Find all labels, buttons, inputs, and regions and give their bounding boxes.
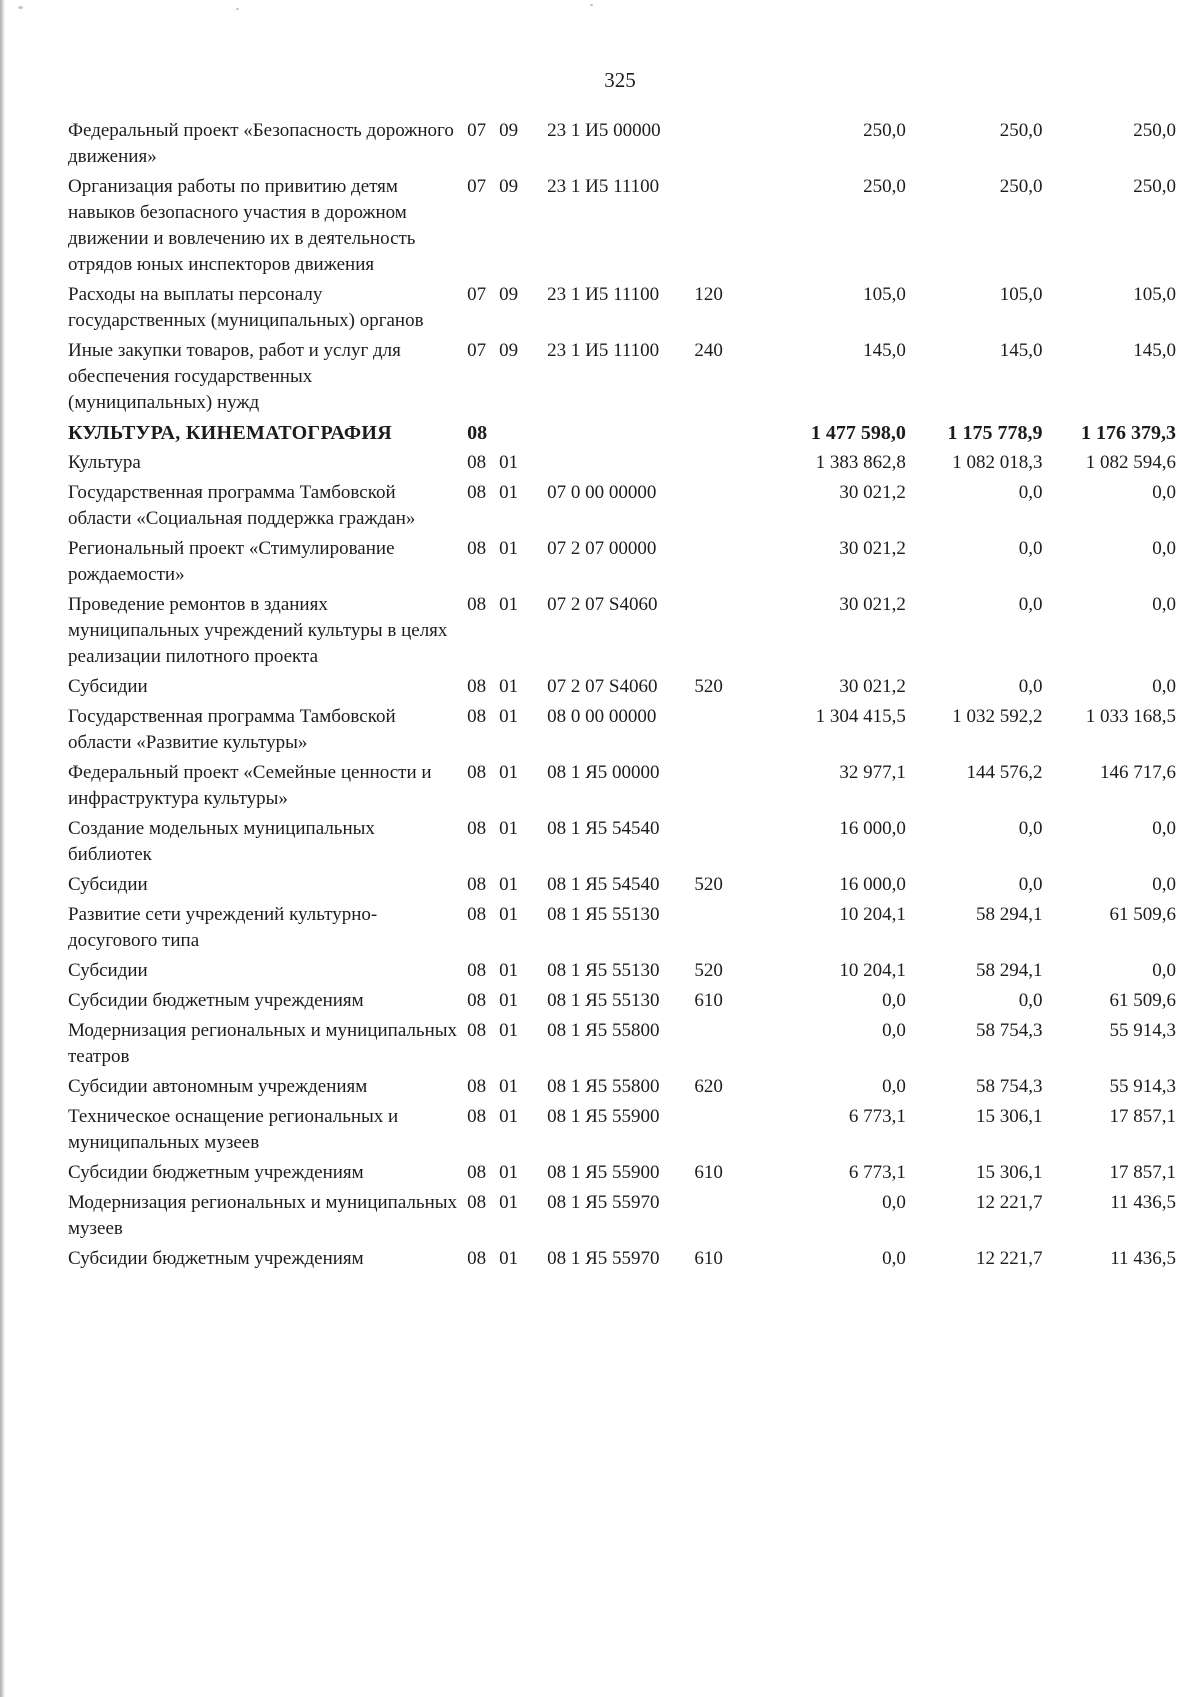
amount-year-1: 6 773,1 <box>848 1162 906 1183</box>
amount-year-3: 1 033 168,5 <box>1085 706 1176 727</box>
expense-type-code: 120 <box>694 284 723 305</box>
amount-year-2: 145,0 <box>999 340 1043 361</box>
target-article-code: 08 0 00 00000 <box>547 706 657 727</box>
amount-year-3: 0,0 <box>1152 960 1176 981</box>
expense-name: Субсидии бюджетным учреждениям <box>68 1248 364 1269</box>
target-article-code: 07 2 07 00000 <box>547 538 657 559</box>
expense-type-code <box>692 816 756 872</box>
expense-type-code <box>692 174 756 282</box>
section-code: 08 <box>467 676 487 697</box>
target-article-code: 23 1 И5 11100 <box>547 340 660 361</box>
expense-type-code: 520 <box>694 960 723 981</box>
expense-name: Государственная программа Тамбовской области «Социальная поддержка граждан» <box>68 482 416 529</box>
section-code: 08 <box>467 1162 487 1183</box>
table-row <box>68 760 1176 816</box>
section-code: 08 <box>467 990 487 1011</box>
section-code: 08 <box>467 960 487 981</box>
target-article-code: 08 1 Я5 55900 <box>547 1162 660 1183</box>
amount-year-3: 11 436,5 <box>1110 1192 1176 1213</box>
amount-year-3: 61 509,6 <box>1109 904 1176 925</box>
scan-speck <box>18 6 23 9</box>
amount-year-1: 1 477 598,0 <box>810 422 906 444</box>
table-row <box>68 536 1176 592</box>
expense-name: Региональный проект «Стимулирование рождаемости» <box>68 538 395 585</box>
section-code: 08 <box>467 1248 487 1269</box>
amount-year-1: 16 000,0 <box>839 874 906 895</box>
target-article-code: 08 1 Я5 54540 <box>547 818 660 839</box>
amount-year-1: 30 021,2 <box>839 482 906 503</box>
target-article-code: 23 1 И5 00000 <box>547 120 661 141</box>
expense-type-code <box>692 760 756 816</box>
expense-type-code <box>692 118 756 174</box>
target-article-code: 08 1 Я5 55800 <box>547 1076 660 1097</box>
table-row <box>68 450 1176 480</box>
target-article-code: 23 1 И5 11100 <box>547 176 660 197</box>
expense-name: Модернизация региональных и муниципальных музеев <box>68 1192 458 1239</box>
subsection-code: 01 <box>499 1248 519 1269</box>
section-code: 08 <box>467 594 487 615</box>
expense-type-code: 240 <box>694 340 723 361</box>
amount-year-3: 0,0 <box>1152 818 1176 839</box>
expense-name: Субсидии бюджетным учреждениям <box>68 990 364 1011</box>
target-article-code: 08 1 Я5 00000 <box>547 762 660 783</box>
amount-year-1: 30 021,2 <box>839 676 906 697</box>
subsection-code: 01 <box>499 676 519 697</box>
target-article-code: 08 1 Я5 54540 <box>547 874 660 895</box>
expense-type-code <box>692 536 756 592</box>
subsection-code: 01 <box>499 1162 519 1183</box>
amount-year-3: 250,0 <box>1133 120 1176 141</box>
expense-type-code <box>692 1018 756 1074</box>
section-code: 07 <box>467 340 487 361</box>
amount-year-3: 1 082 594,6 <box>1085 452 1176 473</box>
amount-year-3: 0,0 <box>1152 676 1176 697</box>
amount-year-3: 17 857,1 <box>1109 1106 1176 1127</box>
budget-table-body <box>68 118 1176 1276</box>
amount-year-2: 15 306,1 <box>976 1106 1043 1127</box>
expense-type-code <box>692 592 756 674</box>
expense-name: Субсидии бюджетным учреждениям <box>68 1162 364 1183</box>
section-code: 08 <box>467 538 487 559</box>
expense-type-code: 610 <box>694 1248 723 1269</box>
amount-year-1: 10 204,1 <box>839 960 906 981</box>
amount-year-2: 0,0 <box>1018 676 1043 697</box>
expense-type-code: 610 <box>694 1162 723 1183</box>
expense-type-code: 620 <box>694 1076 723 1097</box>
expense-type-code <box>692 902 756 958</box>
table-row <box>68 174 1176 282</box>
subsection-code: 01 <box>499 1192 519 1213</box>
expense-type-code <box>692 450 756 480</box>
expense-name: Модернизация региональных и муниципальных театров <box>68 1020 458 1067</box>
amount-year-3: 55 914,3 <box>1109 1076 1176 1097</box>
amount-year-1: 0,0 <box>882 1248 906 1269</box>
amount-year-1: 0,0 <box>882 1192 906 1213</box>
expense-name: Субсидии автономным учреждениям <box>68 1076 368 1097</box>
section-code: 07 <box>467 120 487 141</box>
expense-name: Расходы на выплаты персоналу государственных (муниципальных) органов <box>68 284 424 331</box>
amount-year-2: 0,0 <box>1018 594 1043 615</box>
amount-year-3: 105,0 <box>1133 284 1176 305</box>
amount-year-1: 0,0 <box>882 1020 906 1041</box>
subsection-code: 01 <box>499 818 519 839</box>
target-article-code: 07 0 00 00000 <box>547 482 657 503</box>
target-article-code: 08 1 Я5 55970 <box>547 1192 660 1213</box>
amount-year-1: 1 304 415,5 <box>815 706 906 727</box>
section-code: 08 <box>467 452 487 473</box>
amount-year-2: 0,0 <box>1018 818 1043 839</box>
expense-name: КУЛЬТУРА, КИНЕМАТОГРАФИЯ <box>68 422 392 444</box>
table-row <box>68 338 1176 420</box>
subsection-code: 01 <box>499 594 519 615</box>
amount-year-2: 12 221,7 <box>976 1248 1043 1269</box>
expense-type-code: 520 <box>694 676 723 697</box>
amount-year-1: 250,0 <box>863 120 906 141</box>
section-code: 08 <box>467 482 487 503</box>
subsection-code: 01 <box>499 874 519 895</box>
amount-year-3: 146 717,6 <box>1100 762 1176 783</box>
target-article-code: 08 1 Я5 55970 <box>547 1248 660 1269</box>
expense-type-code <box>692 480 756 536</box>
table-row <box>68 1160 1176 1190</box>
expense-type-code: 520 <box>694 874 723 895</box>
expense-name: Иные закупки товаров, работ и услуг для обеспечения государственных (муниципальных) нужд <box>68 340 401 413</box>
subsection-code: 09 <box>499 176 519 197</box>
amount-year-3: 61 509,6 <box>1109 990 1176 1011</box>
amount-year-1: 32 977,1 <box>839 762 906 783</box>
section-code: 08 <box>467 1076 487 1097</box>
expense-name: Государственная программа Тамбовской области «Развитие культуры» <box>68 706 396 753</box>
amount-year-3: 17 857,1 <box>1109 1162 1176 1183</box>
target-article-code <box>545 420 692 450</box>
subsection-code: 01 <box>499 482 519 503</box>
subsection-code: 01 <box>499 538 519 559</box>
expense-type-code <box>692 1190 756 1246</box>
table-row <box>68 480 1176 536</box>
section-code: 08 <box>467 762 487 783</box>
amount-year-3: 0,0 <box>1152 538 1176 559</box>
target-article-code: 07 2 07 S4060 <box>547 676 658 697</box>
amount-year-2: 105,0 <box>999 284 1043 305</box>
target-article-code: 08 1 Я5 55130 <box>547 960 660 981</box>
expense-type-code: 610 <box>694 990 723 1011</box>
table-row <box>68 988 1176 1018</box>
subsection-code: 01 <box>499 762 519 783</box>
amount-year-2: 0,0 <box>1018 482 1043 503</box>
subsection-code: 01 <box>499 990 519 1011</box>
target-article-code: 23 1 И5 11100 <box>547 284 660 305</box>
amount-year-1: 105,0 <box>863 284 906 305</box>
table-row <box>68 1246 1176 1276</box>
amount-year-2: 144 576,2 <box>966 762 1043 783</box>
expense-name: Субсидии <box>68 960 148 981</box>
section-code: 08 <box>467 1020 487 1041</box>
amount-year-2: 250,0 <box>999 176 1043 197</box>
target-article-code: 08 1 Я5 55800 <box>547 1020 660 1041</box>
amount-year-3: 0,0 <box>1152 874 1176 895</box>
table-row <box>68 958 1176 988</box>
amount-year-2: 1 032 592,2 <box>952 706 1043 727</box>
amount-year-2: 250,0 <box>999 120 1043 141</box>
amount-year-1: 0,0 <box>882 1076 906 1097</box>
section-code: 08 <box>467 422 488 444</box>
target-article-code <box>545 450 692 480</box>
amount-year-2: 12 221,7 <box>976 1192 1043 1213</box>
amount-year-3: 250,0 <box>1133 176 1176 197</box>
amount-year-3: 0,0 <box>1152 482 1176 503</box>
subsection-code: 01 <box>499 1020 519 1041</box>
subsection-code: 01 <box>499 452 519 473</box>
amount-year-2: 0,0 <box>1018 874 1043 895</box>
section-code: 08 <box>467 706 487 727</box>
section-total-row <box>68 420 1176 450</box>
amount-year-1: 16 000,0 <box>839 818 906 839</box>
expense-name: Федеральный проект «Безопасность дорожного движения» <box>68 120 454 167</box>
amount-year-1: 6 773,1 <box>848 1106 906 1127</box>
budget-table <box>68 118 1176 1276</box>
expense-name: Федеральный проект «Семейные ценности и инфраструктура культуры» <box>68 762 432 809</box>
section-code: 07 <box>467 176 487 197</box>
subsection-code: 09 <box>499 340 519 361</box>
expense-name: Проведение ремонтов в зданиях муниципальных учреждений культуры в целях реализации пилотного проекта <box>68 594 448 667</box>
expense-name: Организация работы по привитию детям навыков безопасного участия в дорожном движении и вовлечению их в деятельность отрядов юных инспекторов движения <box>68 176 416 275</box>
scan-speck <box>236 8 239 10</box>
table-row <box>68 872 1176 902</box>
expense-name: Развитие сети учреждений культурно-досугового типа <box>68 904 378 951</box>
target-article-code: 08 1 Я5 55900 <box>547 1106 660 1127</box>
table-row <box>68 902 1176 958</box>
subsection-code: 01 <box>499 1106 519 1127</box>
table-row <box>68 1074 1176 1104</box>
amount-year-2: 0,0 <box>1018 538 1043 559</box>
amount-year-2: 0,0 <box>1018 990 1043 1011</box>
table-row <box>68 282 1176 338</box>
subsection-code: 01 <box>499 960 519 981</box>
table-row <box>68 1018 1176 1074</box>
amount-year-3: 11 436,5 <box>1110 1248 1176 1269</box>
amount-year-2: 58 754,3 <box>976 1020 1043 1041</box>
page-number: 325 <box>604 68 636 92</box>
section-code: 08 <box>467 1106 487 1127</box>
section-code: 08 <box>467 1192 487 1213</box>
table-row <box>68 1104 1176 1160</box>
amount-year-3: 55 914,3 <box>1109 1020 1176 1041</box>
amount-year-1: 145,0 <box>863 340 906 361</box>
expense-type-code <box>692 420 756 450</box>
table-row <box>68 674 1176 704</box>
subsection-code: 09 <box>499 284 519 305</box>
amount-year-1: 30 021,2 <box>839 594 906 615</box>
expense-type-code <box>692 1104 756 1160</box>
expense-name: Субсидии <box>68 676 148 697</box>
subsection-code: 09 <box>499 120 519 141</box>
section-code: 08 <box>467 818 487 839</box>
expense-name: Субсидии <box>68 874 148 895</box>
table-row <box>68 592 1176 674</box>
amount-year-2: 1 175 778,9 <box>947 422 1043 444</box>
amount-year-2: 58 294,1 <box>976 904 1043 925</box>
expense-name: Культура <box>68 452 141 473</box>
section-code: 07 <box>467 284 487 305</box>
target-article-code: 08 1 Я5 55130 <box>547 904 660 925</box>
amount-year-2: 1 082 018,3 <box>952 452 1043 473</box>
table-row <box>68 816 1176 872</box>
amount-year-2: 15 306,1 <box>976 1162 1043 1183</box>
amount-year-1: 10 204,1 <box>839 904 906 925</box>
amount-year-2: 58 294,1 <box>976 960 1043 981</box>
section-code: 08 <box>467 904 487 925</box>
subsection-code: 01 <box>499 904 519 925</box>
subsection-code <box>497 420 545 450</box>
expense-name: Создание модельных муниципальных библиотек <box>68 818 375 865</box>
amount-year-3: 0,0 <box>1152 594 1176 615</box>
amount-year-2: 58 754,3 <box>976 1076 1043 1097</box>
target-article-code: 07 2 07 S4060 <box>547 594 658 615</box>
scan-edge-shadow <box>0 0 5 1697</box>
section-code: 08 <box>467 874 487 895</box>
table-row <box>68 704 1176 760</box>
subsection-code: 01 <box>499 706 519 727</box>
amount-year-3: 145,0 <box>1133 340 1176 361</box>
expense-name: Техническое оснащение региональных и муниципальных музеев <box>68 1106 399 1153</box>
amount-year-1: 1 383 862,8 <box>815 452 906 473</box>
amount-year-1: 250,0 <box>863 176 906 197</box>
amount-year-3: 1 176 379,3 <box>1081 422 1176 444</box>
amount-year-1: 30 021,2 <box>839 538 906 559</box>
target-article-code: 08 1 Я5 55130 <box>547 990 660 1011</box>
subsection-code: 01 <box>499 1076 519 1097</box>
table-row <box>68 118 1176 174</box>
amount-year-1: 0,0 <box>882 990 906 1011</box>
table-row <box>68 1190 1176 1246</box>
expense-type-code <box>692 704 756 760</box>
scan-speck <box>590 4 593 6</box>
